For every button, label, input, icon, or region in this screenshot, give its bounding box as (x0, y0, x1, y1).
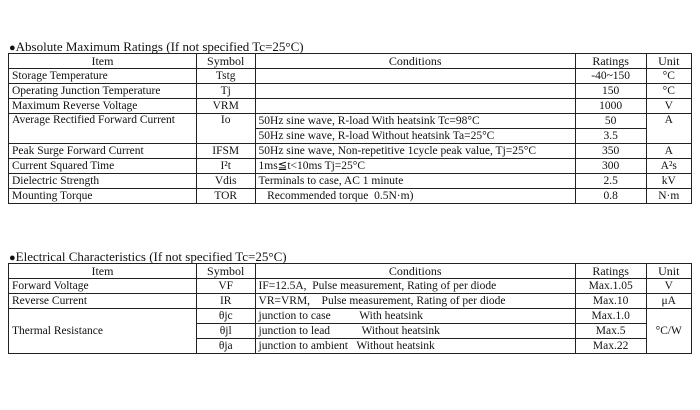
item-cell: Dielectric Strength (9, 174, 197, 189)
conditions-cell (255, 84, 575, 99)
conditions-cell: Terminals to case, AC 1 minute (255, 174, 575, 189)
unit-cell: V (646, 99, 691, 114)
unit-cell: A (646, 144, 691, 159)
header-item: Item (9, 54, 197, 69)
conditions-cell: IF=12.5A, Pulse measurement, Rating of per diode (255, 279, 575, 294)
rating-cell: 0.8 (575, 189, 646, 204)
header-unit: Unit (646, 54, 691, 69)
conditions-cell: 50Hz sine wave, Non-repetitive 1cycle peak value, Tj=25°C (255, 144, 575, 159)
rating-cell: Max.1.05 (575, 279, 646, 294)
symbol-cell: Vdis (196, 174, 255, 189)
table-header-row (9, 264, 692, 279)
symbol-cell: IFSM (196, 144, 255, 159)
conditions-cell: VR=VRM, Pulse measurement, Rating of per diode (255, 294, 575, 309)
conditions-cell: junction to case With heatsink (255, 309, 575, 324)
item-cell: Reverse Current (9, 294, 197, 309)
item-cell: Average Rectified Forward Current (9, 114, 197, 144)
header-symbol: Symbol (196, 54, 255, 69)
unit-cell: °C/W (646, 309, 691, 354)
rating-cell: 1000 (575, 99, 646, 114)
unit-cell: A (646, 114, 691, 144)
rating-cell: 3.5 (575, 129, 646, 144)
conditions-cell: 50Hz sine wave, R-load With heatsink Tc=98°C (255, 114, 575, 129)
item-cell: Mounting Torque (9, 189, 197, 204)
table-row (9, 309, 692, 324)
rating-cell: 150 (575, 84, 646, 99)
rating-cell: 300 (575, 159, 646, 174)
table-header-row (9, 54, 692, 69)
unit-cell: N·m (646, 189, 691, 204)
item-cell: Peak Surge Forward Current (9, 144, 197, 159)
conditions-cell: junction to lead Without heatsink (255, 324, 575, 339)
rating-cell: 2.5 (575, 174, 646, 189)
rating-cell: Max.22 (575, 339, 646, 354)
electrical-characteristics-table (8, 263, 692, 354)
conditions-cell: Recommended torque 0.5N·m) (255, 189, 575, 204)
table-row (9, 114, 692, 129)
table-row (9, 159, 692, 174)
unit-cell: A²s (646, 159, 691, 174)
header-unit: Unit (646, 264, 691, 279)
symbol-cell: IR (196, 294, 255, 309)
conditions-cell: 50Hz sine wave, R-load Without heatsink Ta=25°C (255, 129, 575, 144)
symbol-cell: VF (196, 279, 255, 294)
item-cell: Current Squared Time (9, 159, 197, 174)
header-ratings: Ratings (575, 264, 646, 279)
bullet-icon: ● (9, 42, 16, 54)
header-conditions: Conditions (255, 264, 575, 279)
conditions-cell (255, 69, 575, 84)
table-row (9, 84, 692, 99)
symbol-cell: VRM (196, 99, 255, 114)
unit-cell: V (646, 279, 691, 294)
table-row (9, 279, 692, 294)
unit-cell: °C (646, 69, 691, 84)
conditions-cell (255, 99, 575, 114)
conditions-cell: 1ms≦t<10ms Tj=25°C (255, 159, 575, 174)
item-cell: Thermal Resistance (9, 309, 197, 354)
rating-cell: Max.5 (575, 324, 646, 339)
symbol-cell: θja (196, 339, 255, 354)
bullet-icon: ● (9, 252, 16, 264)
symbol-cell: Tj (196, 84, 255, 99)
conditions-cell: junction to ambient Without heatsink (255, 339, 575, 354)
unit-cell: kV (646, 174, 691, 189)
rating-cell: 350 (575, 144, 646, 159)
item-cell: Operating Junction Temperature (9, 84, 197, 99)
symbol-cell: I²t (196, 159, 255, 174)
symbol-cell: θjl (196, 324, 255, 339)
symbol-cell: Io (196, 114, 255, 144)
rating-cell: Max.10 (575, 294, 646, 309)
unit-cell: μA (646, 294, 691, 309)
table-row (9, 189, 692, 204)
rating-cell: 50 (575, 114, 646, 129)
header-conditions: Conditions (255, 54, 575, 69)
symbol-cell: TOR (196, 189, 255, 204)
header-item: Item (9, 264, 197, 279)
item-cell: Forward Voltage (9, 279, 197, 294)
amr-title-text: Absolute Maximum Ratings (If not specified Tc=25°C) (15, 39, 304, 54)
header-symbol: Symbol (196, 264, 255, 279)
absolute-maximum-ratings-table (8, 53, 692, 204)
header-ratings: Ratings (575, 54, 646, 69)
table-row (9, 99, 692, 114)
rating-cell: Max.1.0 (575, 309, 646, 324)
table-row (9, 69, 692, 84)
table-row (9, 174, 692, 189)
table-row (9, 294, 692, 309)
item-cell: Maximum Reverse Voltage (9, 99, 197, 114)
unit-cell: °C (646, 84, 691, 99)
symbol-cell: θjc (196, 309, 255, 324)
item-cell: Storage Temperature (9, 69, 197, 84)
ec-title-text: Electrical Characteristics (If not specified Tc=25°C) (15, 249, 287, 264)
rating-cell: -40~150 (575, 69, 646, 84)
table-row (9, 144, 692, 159)
symbol-cell: Tstg (196, 69, 255, 84)
